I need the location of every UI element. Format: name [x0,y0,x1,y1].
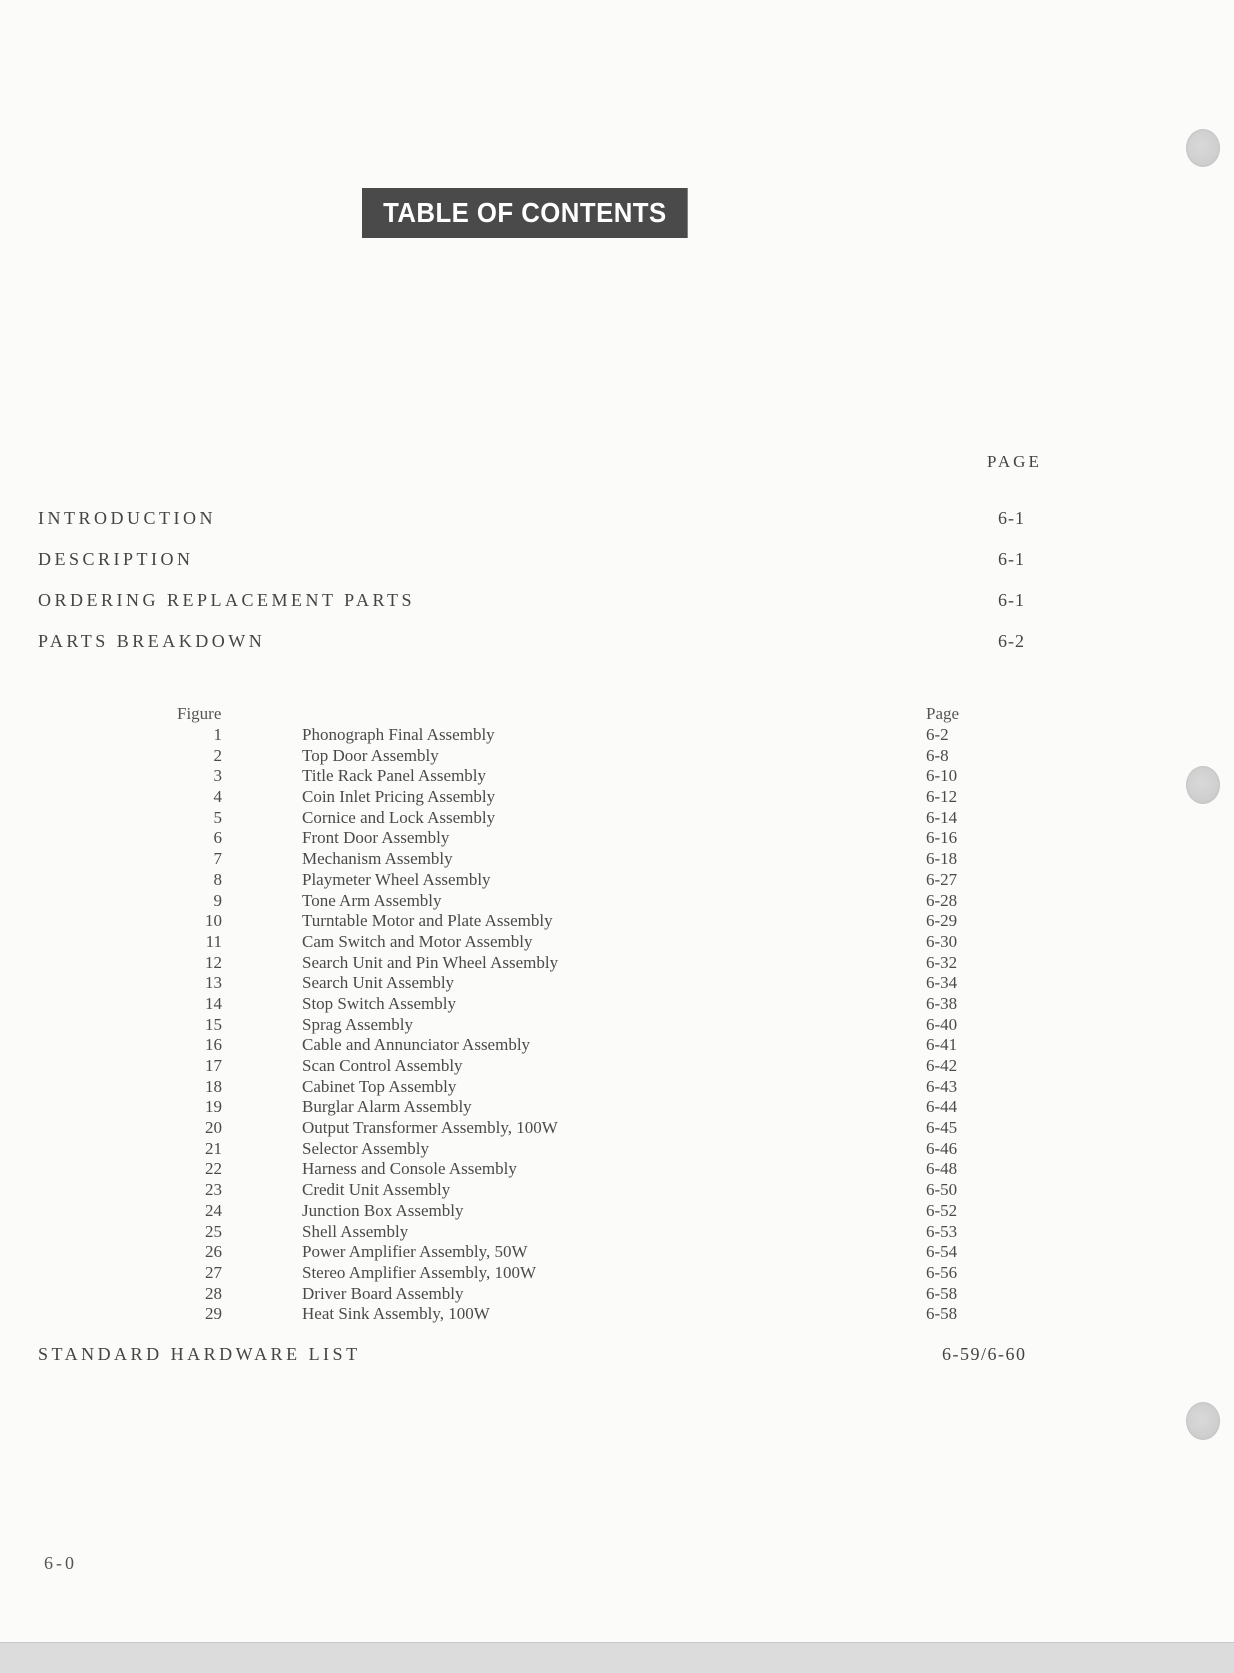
figure-row [0,1159,1234,1180]
figure-page: 6-29 [926,911,958,931]
page-column-header: PAGE [987,452,1042,471]
figure-number: 14 [205,993,222,1013]
figure-title: Front Door Assembly [302,828,450,848]
figure-title: Heat Sink Assembly, 100W [302,1304,490,1324]
figure-title: Credit Unit Assembly [302,1180,451,1200]
figure-row [0,1263,1234,1284]
figure-title: Selector Assembly [302,1138,430,1158]
figure-number: 9 [213,890,222,910]
figure-title: Title Rack Panel Assembly [302,766,487,786]
figure-row [0,1304,1234,1325]
punch-hole-top [1186,129,1220,167]
figure-number: 25 [205,1221,222,1241]
figure-title: Playmeter Wheel Assembly [302,869,491,889]
toc-entry-page: 6-1 [998,590,1025,610]
toc-entry-parts-breakdown [38,631,1038,655]
figure-row [0,911,1234,932]
figure-page: 6-10 [926,766,958,786]
figure-number: 24 [205,1200,222,1220]
figure-page: 6-41 [926,1035,958,1055]
figure-page: 6-34 [926,973,958,993]
figure-number: 8 [213,869,222,889]
figure-title: Turntable Motor and Plate Assembly [302,911,553,931]
figure-title: Cornice and Lock Assembly [302,807,496,827]
figure-page: 6-38 [926,993,958,1013]
figure-row [0,725,1234,746]
toc-entry-page: 6-2 [998,631,1025,651]
figure-number: 22 [205,1159,222,1179]
figure-title: Burglar Alarm Assembly [302,1097,472,1117]
figure-page: 6-44 [926,1097,958,1117]
figure-page: 6-46 [926,1138,958,1158]
figure-row [0,849,1234,870]
figure-row [0,1222,1234,1243]
figure-title: Search Unit Assembly [302,973,455,993]
figure-title: Phonograph Final Assembly [302,725,495,744]
figure-title: Search Unit and Pin Wheel Assembly [302,952,559,972]
figure-number: 18 [205,1076,222,1096]
toc-entry-page: 6-59/6-60 [942,1344,1027,1364]
figure-page: 6-14 [926,807,958,827]
figure-page: 6-16 [926,828,958,848]
figure-page: 6-58 [926,1283,958,1303]
figure-page: 6-2 [926,725,949,744]
figure-page: 6-50 [926,1180,958,1200]
figure-row [0,1139,1234,1160]
toc-entry-label: PARTS BREAKDOWN [38,631,266,651]
figure-title: Cable and Annunciator Assembly [302,1035,531,1055]
figure-title: Harness and Console Assembly [302,1159,517,1179]
toc-entry-description [38,549,1038,573]
figure-page: 6-27 [926,869,958,889]
figure-row [0,766,1234,787]
figure-page: 6-58 [926,1304,958,1324]
figure-page: 6-48 [926,1159,958,1179]
figure-row [0,787,1234,808]
figure-number: 1 [213,725,222,744]
figure-number: 12 [205,952,222,972]
figure-row [0,828,1234,849]
figure-number: 27 [205,1262,222,1282]
figure-title: Mechanism Assembly [302,849,453,869]
figure-number: 17 [205,1056,222,1075]
figure-title: Tone Arm Assembly [302,890,442,910]
figure-page: 6-56 [926,1262,958,1282]
toc-entry-page: 6-1 [998,549,1025,569]
toc-entry-label: ORDERING REPLACEMENT PARTS [38,590,415,610]
toc-entry-page: 6-1 [998,508,1025,528]
toc-entry-introduction [38,508,1038,532]
figure-title: Shell Assembly [302,1221,409,1241]
figure-number: 10 [205,911,222,931]
figure-number: 11 [205,931,222,951]
figure-number: 13 [205,973,222,993]
toc-entry-label: INTRODUCTION [38,508,216,528]
figure-row [0,746,1234,767]
figure-row [0,870,1234,891]
figure-page: 6-8 [926,745,949,765]
figure-page: 6-52 [926,1200,958,1220]
figure-row [0,1097,1234,1118]
figure-page: 6-32 [926,952,958,972]
figure-page: 6-12 [926,787,958,807]
figure-page: 6-54 [926,1242,958,1262]
scan-edge [0,1642,1234,1673]
figure-number: 7 [213,849,222,869]
figure-number: 4 [213,787,222,807]
figure-row [0,1284,1234,1305]
figure-title: Coin Inlet Pricing Assembly [302,787,496,807]
figure-number: 3 [213,766,222,786]
figure-row [0,1180,1234,1201]
toc-entry-label: STANDARD HARDWARE LIST [38,1344,361,1364]
figure-title: Power Amplifier Assembly, 50W [302,1242,528,1262]
figure-row [0,1035,1234,1056]
figure-number: 15 [205,1014,222,1034]
figure-row [0,1118,1234,1139]
figure-page-column-header: Page [926,704,960,723]
toc-entry-label: DESCRIPTION [38,549,194,569]
figure-page: 6-43 [926,1076,958,1096]
page-title: TABLE OF CONTENTS [362,188,688,238]
toc-entry-ordering-replacement-parts [38,590,1038,614]
figure-row [0,1201,1234,1222]
figure-row [0,1015,1234,1036]
figure-page: 6-18 [926,849,958,869]
figure-title: Junction Box Assembly [302,1200,464,1220]
figure-row [0,953,1234,974]
figure-title: Cabinet Top Assembly [302,1076,457,1096]
figure-number: 16 [205,1035,222,1055]
figure-number: 2 [213,745,222,765]
figure-title: Scan Control Assembly [302,1056,463,1075]
figure-row [0,1242,1234,1263]
figure-title: Top Door Assembly [302,745,439,765]
figure-title: Output Transformer Assembly, 100W [302,1118,558,1138]
figure-number: 21 [205,1138,222,1158]
figure-number: 26 [205,1242,222,1262]
figure-page: 6-28 [926,890,958,910]
figure-number: 28 [205,1283,222,1303]
page-number: 6-0 [44,1553,77,1573]
figure-page: 6-30 [926,931,958,951]
figure-row [0,994,1234,1015]
figure-number: 20 [205,1118,222,1138]
figure-title: Stereo Amplifier Assembly, 100W [302,1262,537,1282]
figure-title: Cam Switch and Motor Assembly [302,931,533,951]
figure-row [0,1077,1234,1098]
figure-row [0,973,1234,994]
figure-row [0,1056,1234,1077]
figure-title: Driver Board Assembly [302,1283,464,1303]
figure-number: 19 [205,1097,222,1117]
figure-page: 6-45 [926,1118,958,1138]
figure-number: 29 [205,1304,222,1324]
figure-list [0,725,1234,1325]
figure-number: 6 [213,828,222,848]
punch-hole-bottom [1186,1402,1220,1440]
figure-title: Sprag Assembly [302,1014,413,1034]
figure-row [0,932,1234,953]
figure-column-header: Figure [177,704,222,723]
figure-row [0,808,1234,829]
figure-page: 6-40 [926,1014,958,1034]
figure-number: 5 [213,807,222,827]
toc-entry-standard-hardware-list [38,1344,1038,1368]
figure-title: Stop Switch Assembly [302,993,456,1013]
figure-row [0,891,1234,912]
figure-number: 23 [205,1180,222,1200]
figure-page: 6-53 [926,1221,958,1241]
figure-page: 6-42 [926,1056,958,1075]
